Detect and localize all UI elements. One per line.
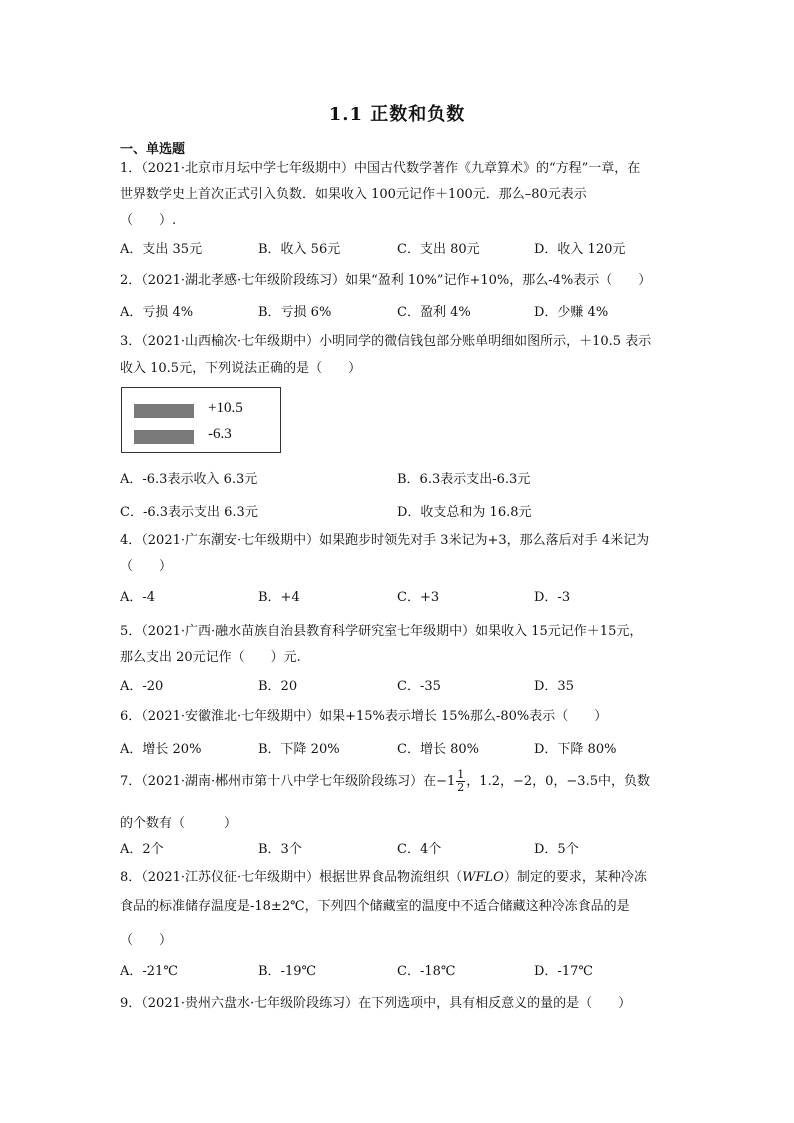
section-heading: 一、单选题 <box>120 142 186 157</box>
page-title: 1.1 正数和负数 <box>328 104 466 125</box>
q1-option-d[interactable]: D．收入 120元 <box>534 242 626 257</box>
q5-option-d[interactable]: D．35 <box>534 679 574 694</box>
redacted-bar <box>134 404 194 418</box>
q2-options <box>120 301 680 321</box>
q4-option-c[interactable]: C．+3 <box>397 590 440 605</box>
q3-option-d[interactable]: D．收支总和为 16.8元 <box>397 505 532 520</box>
q3-options-row-2 <box>120 501 680 521</box>
q2-option-b[interactable]: B．亏损 6% <box>258 305 332 320</box>
q9-line-1: 9．（2021·贵州六盘水·七年级阶段练习）在下列选项中，具有相反意义的量的是（ ） <box>120 996 632 1011</box>
q3-option-b[interactable]: B．6.3表示支出-6.3元 <box>397 472 531 487</box>
q4-option-d[interactable]: D．-3 <box>534 590 571 605</box>
q7-option-d[interactable]: D．5个 <box>534 842 579 857</box>
q8-line-2: 食品的标准储存温度是-18±2℃，下列四个储藏室的温度中不适合储藏这种冷冻食品的是 <box>120 899 630 914</box>
q1-option-a[interactable]: A．支出 35元 <box>120 242 203 257</box>
q3-option-a[interactable]: A．-6.3表示收入 6.3元 <box>120 472 258 487</box>
q4-option-b[interactable]: B．+4 <box>258 590 300 605</box>
q6-line-1: 6．（2021·安徽淮北·七年级期中）如果+15%表示增长 15%那么-80%表示（ ） <box>120 709 608 724</box>
q7-mixed-sign: −1 <box>436 774 456 789</box>
q5-line-1: 5．（2021·广西·融水苗族自治县教育科学研究室七年级期中）如果收入 15元记作＋15元， <box>120 624 643 639</box>
ledger-amount: -6.3 <box>208 426 232 442</box>
q6-option-c[interactable]: C．增长 80% <box>397 742 479 757</box>
fraction-denominator: 2 <box>457 781 465 794</box>
q7-line-1 <box>120 769 650 795</box>
q6-option-d[interactable]: D．下降 80% <box>534 742 617 757</box>
q5-option-b[interactable]: B．20 <box>258 679 298 694</box>
q8-option-a[interactable]: A．-21℃ <box>120 964 178 979</box>
q8-prefix: 8．（2021·江苏仪征·七年级期中）根据世界食品物流组织（ <box>120 870 463 885</box>
q7-option-c[interactable]: C．4个 <box>397 842 442 857</box>
q8-options <box>120 960 680 980</box>
q8-option-b[interactable]: B．-19℃ <box>258 964 317 979</box>
q7-option-b[interactable]: B．3个 <box>258 842 302 857</box>
redacted-bar <box>134 430 194 444</box>
q4-line-1: 4．（2021·广东潮安·七年级期中）如果跑步时领先对手 3米记为+3，那么落后对手 4米记为 <box>120 533 650 548</box>
q2-option-c[interactable]: C．盈利 4% <box>397 305 471 320</box>
q1-option-c[interactable]: C．支出 80元 <box>397 242 480 257</box>
wallet-ledger-figure <box>121 387 281 453</box>
q7-suffix: ，1.2，−2，0，−3.5中，负数 <box>466 774 650 789</box>
q7-option-a[interactable]: A．2个 <box>120 842 164 857</box>
q5-options <box>120 675 680 695</box>
q5-line-2: 那么支出 20元记作（ ）元. <box>120 650 301 665</box>
q8-line-3: （ ） <box>120 933 173 948</box>
q5-option-c[interactable]: C．-35 <box>397 679 441 694</box>
q1-option-b[interactable]: B．收入 56元 <box>258 242 341 257</box>
q4-options <box>120 586 680 606</box>
q2-option-d[interactable]: D．少赚 4% <box>534 305 609 320</box>
q2-option-a[interactable]: A．亏损 4% <box>120 305 194 320</box>
q4-line-2: （ ） <box>120 559 173 574</box>
q2-line-1: 2．（2021·湖北孝感·七年级阶段练习）如果“盈利 10%”记作+10%，那么-4%表示（ ） <box>120 273 652 288</box>
q1-line-1: 1．（2021·北京市月坛中学七年级期中）中国古代数学著作《九章算术》的“方程”一章，在 <box>120 161 641 176</box>
q6-option-a[interactable]: A．增长 20% <box>120 742 202 757</box>
q8-abbreviation: WFLO <box>462 870 504 885</box>
q1-options <box>120 238 680 258</box>
q7-prefix: 7．（2021·湖南·郴州市第十八中学七年级阶段练习）在 <box>120 774 437 789</box>
q6-option-b[interactable]: B．下降 20% <box>258 742 340 757</box>
q3-options-row-1 <box>120 468 680 488</box>
q8-option-d[interactable]: D．-17℃ <box>534 964 593 979</box>
ledger-amount: +10.5 <box>208 400 243 416</box>
q3-line-2: 收入 10.5元，下列说法正确的是（ ） <box>120 361 362 376</box>
q4-option-a[interactable]: A．-4 <box>120 590 156 605</box>
q6-options <box>120 738 680 758</box>
q8-option-c[interactable]: C．-18℃ <box>397 964 456 979</box>
q1-line-3: （ ）. <box>120 213 177 228</box>
q1-line-2: 世界数学史上首次正式引入负数．如果收入 100元记作＋100元．那么–80元表示 <box>120 187 587 202</box>
q5-option-a[interactable]: A．-20 <box>120 679 164 694</box>
q7-options <box>120 838 680 858</box>
q8-suffix: ）制定的要求，某种冷冻 <box>503 870 647 885</box>
fraction-numerator: 1 <box>457 768 465 781</box>
q7-fraction <box>456 769 465 794</box>
q3-option-c[interactable]: C．-6.3表示支出 6.3元 <box>120 505 258 520</box>
q7-line-2: 的个数有（ ） <box>120 816 238 831</box>
q8-line-1 <box>120 866 647 885</box>
q3-line-1: 3．（2021·山西榆次·七年级期中）小明同学的微信钱包部分账单明细如图所示，＋10.5 表示 <box>120 334 652 349</box>
